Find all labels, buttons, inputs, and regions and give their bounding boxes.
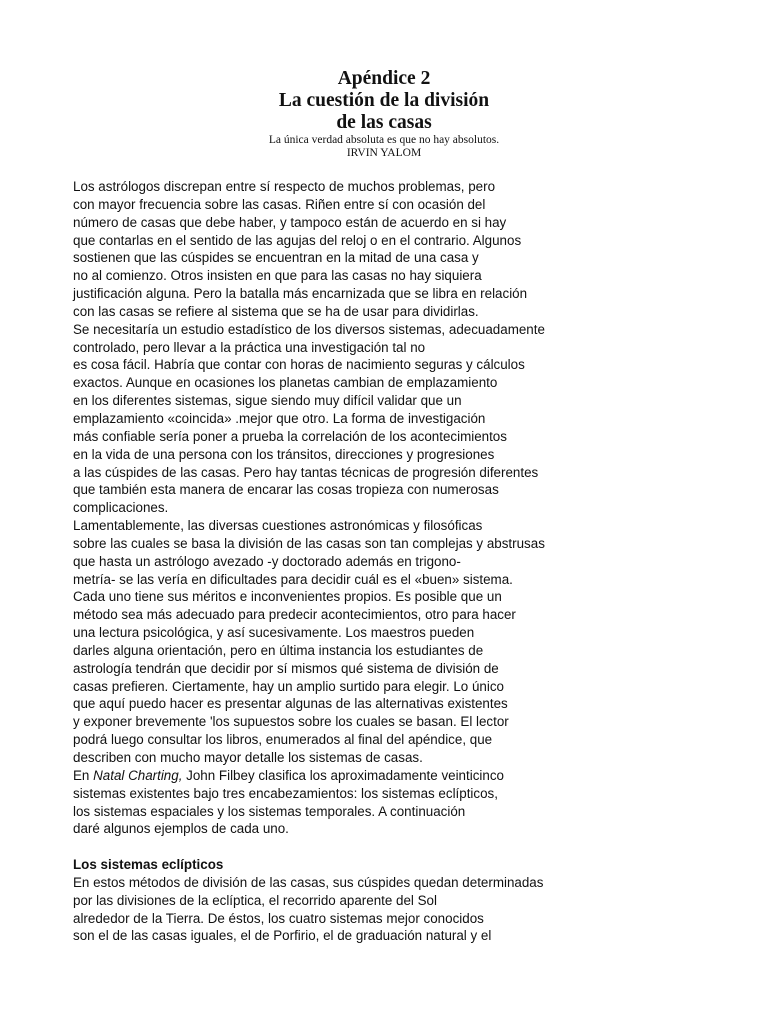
body-line: sostienen que las cúspides se encuentran en la mitad de una casa y (73, 250, 479, 266)
body-line: daré algunos ejemplos de cada uno. (73, 821, 289, 837)
body-line: que aquí puedo hacer es presentar algunas de las alternativas existentes (73, 696, 508, 712)
epigraph-author: IRVIN YALOM (346, 147, 422, 159)
body-line: alrededor de la Tierra. De éstos, los cuatro sistemas mejor conocidos (73, 910, 484, 926)
chapter-title-line-1: Apéndice 2 (337, 68, 431, 89)
body-line: complicaciones. (73, 500, 169, 516)
body-line: metría- se las vería en dificultades para decidir cuál es el «buen» sistema. (73, 571, 513, 587)
body-line: a las cúspides de las casas. Pero hay tantas técnicas de progresión diferentes (73, 464, 539, 480)
chapter-title-line-3: de las casas (336, 112, 432, 133)
body-line: método sea más adecuado para predecir acontecimientos, otro para hacer (73, 607, 516, 623)
body-line: que contarlas en el sentido de las agujas del reloj o en el contrario. Algunos (73, 232, 522, 248)
body-line: con las casas se refiere al sistema que se ha de usar para dividirlas. (73, 303, 479, 319)
natal-prefix: En (73, 767, 94, 783)
body-text (73, 178, 763, 945)
body-line: una lectura psicológica, y así sucesivamente. Los maestros pueden (73, 625, 475, 641)
body-line: en la vida de una persona con los tránsitos, direcciones y progresiones (73, 446, 495, 462)
body-line: describen con mucho mayor detalle los sistemas de casas. (73, 750, 423, 765)
chapter-title-line-2: La cuestión de la división (278, 90, 490, 111)
body-line: casas prefieren. Ciertamente, hay un amplio surtido para elegir. Lo único (73, 678, 504, 694)
body-line: sobre las cuales se basa la división de las casas son tan complejas y abstrusas (73, 535, 545, 551)
body-line: controlado, pero llevar a la práctica una investigación tal no (73, 339, 426, 355)
body-line: con mayor frecuencia sobre las casas. Riñen entre sí con ocasión del (73, 196, 486, 212)
body-line: número de casas que debe haber, y tampoco están de acuerdo en si hay (73, 214, 507, 230)
paragraph-spacer (73, 838, 763, 856)
body-line: Se necesitaría un estudio estadístico de los diversos sistemas, adecuadamente (73, 321, 545, 337)
body-line: por las divisiones de la eclíptica, el recorrido aparente del Sol (73, 892, 437, 908)
natal-charting-line (73, 767, 763, 785)
body-line: sistemas existentes bajo tres encabezamientos: los sistemas eclípticos, (73, 785, 498, 801)
body-line: justificación alguna. Pero la batalla más encarnizada que se libra en relación (73, 286, 528, 302)
body-line: es cosa fácil. Habría que contar con horas de nacimiento seguras y cálculos (73, 357, 525, 373)
epigraph-quote: La única verdad absoluta es que no hay absolutos. (268, 134, 500, 146)
section-heading: Los sistemas eclípticos (73, 857, 224, 873)
body-line: podrá luego consultar los libros, enumerados al final del apéndice, que (73, 732, 493, 748)
body-line: emplazamiento «coincida» .mejor que otro. La forma de investigación (73, 410, 486, 426)
natal-suffix: John Filbey clasifica los aproximadamente veinticinco (182, 767, 504, 783)
body-line: En estos métodos de división de las casas, sus cúspides quedan determinadas (73, 874, 544, 890)
body-line: darles alguna orientación, pero en última instancia los estudiantes de (73, 642, 484, 658)
book-title-natal-charting: Natal Charting, (93, 767, 183, 783)
body-line: exactos. Aunque en ocasiones los planetas cambian de emplazamiento (73, 375, 498, 391)
body-line: los sistemas espaciales y los sistemas temporales. A continuación (73, 803, 466, 819)
body-line: que hasta un astrólogo avezado -y doctorado además en trigono- (73, 553, 461, 569)
body-line: Cada uno tiene sus méritos e inconvenientes propios. Es posible que un (73, 589, 502, 605)
body-line: más confiable sería poner a prueba la correlación de los acontecimientos (73, 428, 507, 444)
body-line: astrología tendrán que decidir por sí mismos qué sistema de división de (73, 660, 499, 676)
body-line: Lamentablemente, las diversas cuestiones astronómicas y filosóficas (73, 518, 483, 534)
body-line: son el de las casas iguales, el de Porfirio, el de graduación natural y el (73, 928, 492, 944)
body-line: no al comienzo. Otros insisten en que para las casas no hay siquiera (73, 268, 482, 284)
body-line: Los astrólogos discrepan entre sí respecto de muchos problemas, pero (73, 179, 496, 194)
body-line: en los diferentes sistemas, sigue siendo muy difícil validar que un (73, 393, 462, 409)
body-line: y exponer brevemente 'los supuestos sobre los cuales se basan. El lector (73, 714, 509, 730)
body-line: que también esta manera de encarar las cosas tropieza con numerosas (73, 482, 499, 498)
chapter-heading (0, 68, 768, 160)
